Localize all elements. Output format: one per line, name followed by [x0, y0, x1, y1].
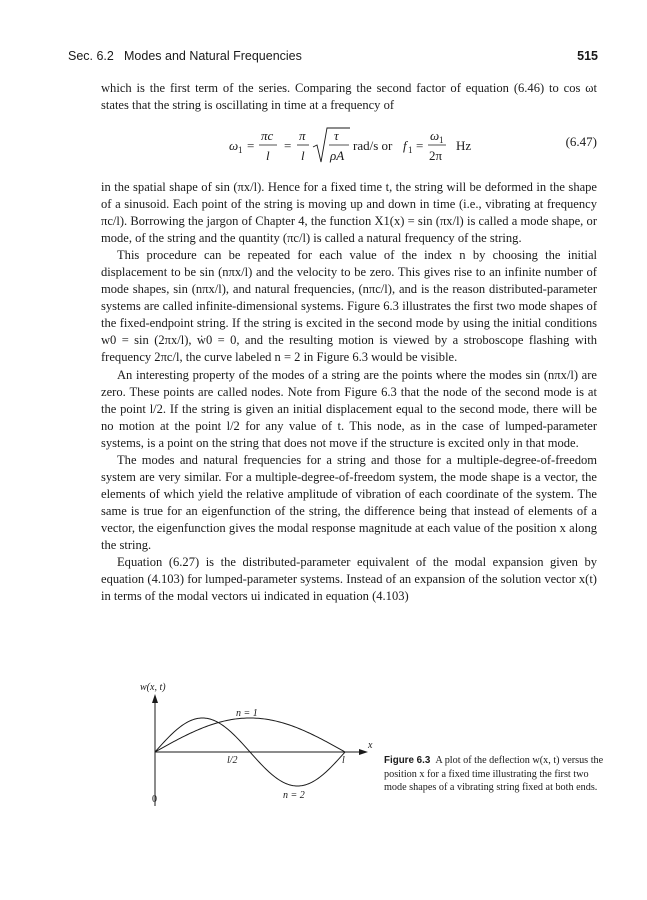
- figure-6-3-plot: [100, 678, 400, 828]
- svg-text:π: π: [299, 128, 306, 143]
- y-axis-arrow: [152, 694, 158, 703]
- svg-text:l: l: [301, 148, 305, 163]
- x-axis-arrow: [359, 749, 368, 755]
- paragraph-5: The modes and natural frequencies for a string and those for a multiple-degree-of-freedom system are very similar. For a multiple-degree-of-freedom system, the mode shape is a vector, the elements of which yield the relative amplitude of vibration of each coordinate of the system. The same is true for an eigenfunction of the string, the difference being that instead of elements of a vector, the eigenfunction gives the modal response magnitude at each value of the position x along the string.: [101, 452, 597, 552]
- paragraph-1: which is the first term of the series. Comparing the second factor of equation (6.46) to cos ωt states that the string is oscillating in time at a frequency of: [101, 81, 597, 113]
- svg-text:=: =: [284, 138, 292, 153]
- equation-6-47: [101, 118, 597, 170]
- svg-text:Hz: Hz: [456, 138, 472, 153]
- svg-text:πc: πc: [261, 128, 274, 143]
- paragraph-3: This procedure can be repeated for each value of the index n by choosing the initial displacement to be sin (nπx/l) and the velocity to be zero. This gives rise to an infinite number of mode shapes, sin (nπx/l), and natural frequencies, (nπc/l), and is the reason distributed-parameter systems are called infinite-dimensional systems. Figure 6.3 illustrates the first two mode shapes of the fixed-endpoint string. If the string is excited in the second mode by using the initial conditions w0 = sin (2πx/l), ẇ0 = 0, and the resulting motion is viewed by a stroboscope flashing with frequency 2πc/l, the curve labeled n = 2 in Figure 6.3 would be visible.: [101, 248, 597, 365]
- tick-label-end: l: [342, 755, 345, 766]
- tick-label-half: l/2: [227, 755, 238, 766]
- paragraph-6: Equation (6.27) is the distributed-parameter equivalent of the modal expansion given by equation (4.103) for lumped-parameter systems. Instead of an expansion of the solution vector x(t) in terms of the modal vectors ui indicated in equation (4.103): [101, 555, 597, 604]
- paragraph-4: An interesting property of the modes of a string are the points where the modes sin (nπx/l) are zero. These points are called nodes. Note from Figure 6.3 that the node of the second mode is at the point l/2. If the string is given an initial displacement equal to the second mode, there will be no motion at the point l/2 for any value of t. This node, as in the case of lumped-parameter systems, is a point on the string that does not move if the structure is excited only in that mode.: [101, 367, 597, 450]
- section-number: Sec. 6.2: [68, 49, 114, 63]
- svg-text:ρA: ρA: [330, 148, 345, 163]
- svg-text:ω: ω: [430, 128, 440, 143]
- svg-text:2π: 2π: [429, 148, 443, 163]
- page-number: 515: [577, 49, 598, 63]
- svg-text:f: f: [403, 138, 407, 153]
- svg-text:=: =: [416, 138, 424, 153]
- svg-text:1: 1: [238, 145, 243, 155]
- svg-text:τ: τ: [334, 128, 339, 143]
- body-text: [101, 179, 597, 605]
- figure-caption: [384, 754, 606, 795]
- svg-text:1: 1: [408, 145, 413, 155]
- origin-label: 0: [152, 794, 157, 805]
- y-axis-label: w(x, t): [140, 682, 166, 693]
- mode-2-label: n = 2: [283, 790, 305, 801]
- mode-1-label: n = 1: [236, 708, 258, 719]
- caption-text: A plot of the deflection w(x, t) versus the position x for a fixed time illustrating the first two mode shapes of a vibrating string fixed at both ends.: [384, 755, 604, 793]
- svg-text:=: =: [247, 138, 255, 153]
- equation-number: (6.47): [565, 134, 597, 149]
- intro-paragraph: [101, 80, 597, 114]
- running-header: [68, 49, 598, 65]
- svg-text:ω: ω: [229, 138, 239, 153]
- svg-text:1: 1: [439, 135, 444, 145]
- section-title: Modes and Natural Frequencies: [124, 49, 302, 63]
- equation-formula: [101, 118, 521, 170]
- figure-number: Figure 6.3: [384, 755, 431, 766]
- paragraph-2: in the spatial shape of sin (πx/l). Hence for a fixed time t, the string will be deformed in the shape of a sinusoid. Each point of the string is moving up and down in time (i.e., vibrating at frequency πc/l). Borrowing the jargon of Chapter 4, the function X1(x) = sin (πx/l) is called a mode shape, or mode, of the string and the quantity (πc/l) is called a natural frequency of the string.: [101, 180, 597, 246]
- svg-text:l: l: [266, 148, 270, 163]
- mode-1-curve: [155, 718, 345, 752]
- svg-text:rad/s or: rad/s or: [353, 138, 393, 153]
- x-axis-label: x: [368, 740, 373, 751]
